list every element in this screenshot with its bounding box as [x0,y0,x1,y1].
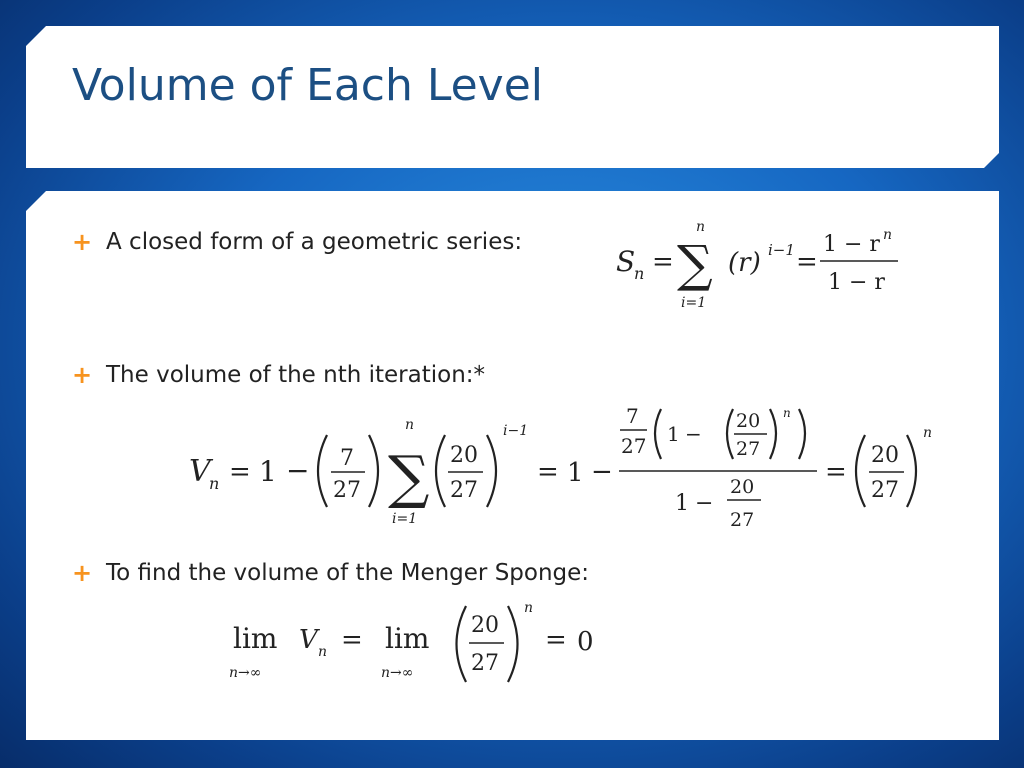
svg-text:27: 27 [871,478,899,503]
nth-iteration-volume-equation [185,405,945,540]
svg-text:1: 1 [675,491,689,516]
svg-text:20: 20 [730,476,755,498]
svg-text:20: 20 [871,443,899,468]
svg-text:7: 7 [626,405,639,428]
svg-text:20: 20 [450,443,478,468]
bullet-text: To find the volume of the Menger Sponge: [106,560,590,586]
svg-text:n: n [524,600,534,616]
svg-text:1 − r: 1 − r [823,232,880,257]
svg-text:n→∞: n→∞ [381,665,414,681]
bullet-text: The volume of the nth iteration:* [106,362,486,388]
svg-text:n: n [209,474,220,493]
svg-text:(r): (r) [728,248,761,278]
svg-text:27: 27 [333,478,361,503]
bullet-menger-volume [72,560,589,586]
svg-text:n: n [923,425,933,441]
bullet-nth-iteration [72,362,485,388]
plus-bullet-icon: + [72,361,93,389]
svg-text:i−1: i−1 [768,241,795,259]
svg-text:27: 27 [471,651,499,676]
svg-text:20: 20 [736,410,761,432]
svg-text:lim: lim [233,622,278,655]
svg-text:=: = [545,625,567,655]
svg-text:−: − [685,422,702,446]
svg-text:=: = [537,457,559,487]
plus-bullet-icon: + [72,559,93,587]
slide-title: Volume of Each Level [72,60,544,111]
svg-text:−: − [286,454,310,487]
svg-text:n: n [696,219,706,235]
svg-text:i−1: i−1 [503,423,529,439]
svg-text:n: n [318,644,328,660]
svg-text:1: 1 [567,458,584,488]
sum-symbol: ∑ [677,235,713,293]
svg-text:20: 20 [471,613,499,638]
svg-text:n: n [883,227,893,243]
svg-text:i=1: i=1 [681,295,707,311]
svg-text:27: 27 [730,509,755,531]
svg-text:0: 0 [577,627,594,657]
svg-text:1: 1 [259,455,277,488]
svg-text:7: 7 [340,446,354,471]
svg-text:=: = [341,625,363,655]
svg-text:=: = [652,247,674,277]
svg-text:V: V [299,625,318,655]
svg-text:n: n [634,264,645,283]
svg-text:lim: lim [385,622,430,655]
svg-text:=: = [229,457,251,487]
svg-text:27: 27 [450,478,478,503]
svg-text:n: n [405,417,415,433]
svg-text:n: n [783,406,791,420]
svg-text:n→∞: n→∞ [229,665,262,681]
svg-text:1: 1 [667,422,680,446]
svg-text:−: − [695,491,714,516]
svg-text:27: 27 [621,434,647,458]
sum-symbol: ∑ [388,443,430,511]
svg-text:−: − [591,457,613,487]
bullet-text: A closed form of a geometric series: [106,229,523,255]
menger-limit-equation [225,600,625,690]
svg-text:1 − r: 1 − r [828,270,885,295]
svg-text:i=1: i=1 [392,511,418,527]
geometric-series-equation [610,215,910,315]
svg-text:=: = [796,247,818,277]
bullet-geometric-series [72,229,522,255]
svg-text:=: = [825,457,847,487]
svg-text:V: V [189,454,211,489]
plus-bullet-icon: + [72,228,93,256]
svg-text:27: 27 [736,438,761,460]
svg-text:S: S [616,245,636,278]
